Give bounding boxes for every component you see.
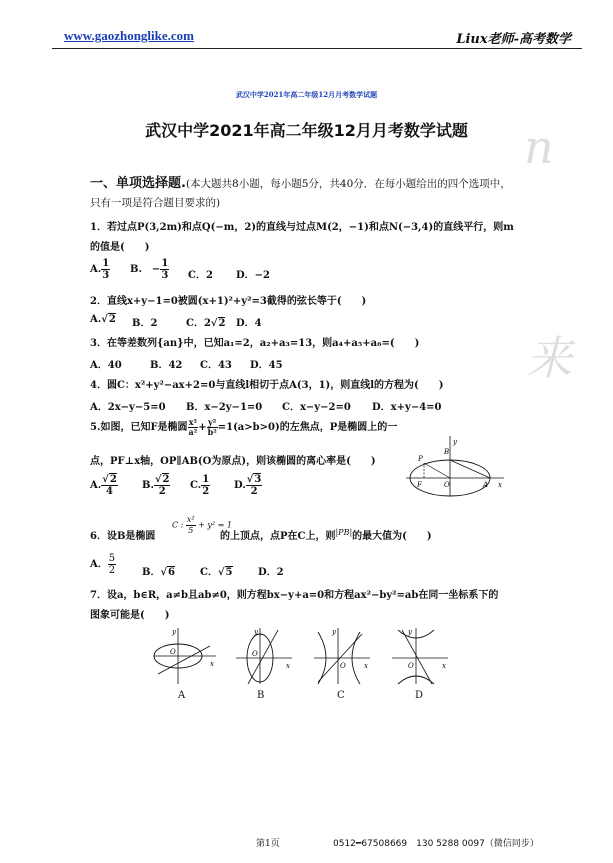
q2-a-label: A.	[90, 314, 102, 325]
q5-plus: +	[198, 422, 207, 433]
q6-mid: 的上顶点，点P在C上，则	[220, 531, 336, 542]
q3-option-b: B．42	[150, 360, 183, 371]
section-title: 一、单项选择题.	[90, 176, 186, 191]
section-note-2: 只有一项是符合题目要求的)	[90, 197, 221, 209]
q7b-label-x: x	[286, 662, 290, 670]
q5-frac1-den: a²	[188, 427, 198, 437]
q6-eq-den: 5	[188, 526, 194, 535]
q2-line1: 2．直线x+y−1=0被圆(x+1)²+y²=3截得的弦长等于( )	[90, 296, 367, 307]
q6-line1	[90, 527, 155, 542]
q5-fig-label-f: F	[417, 481, 422, 489]
q5-b-rad: 2	[162, 474, 170, 485]
author-label: Liux老师-高考数学	[456, 32, 571, 47]
q5-fig-label-b: B	[444, 448, 450, 456]
q2-a-rad: 2	[108, 314, 116, 325]
q7c-label-o: O	[340, 662, 346, 670]
q6-tail: 的最大值为( )	[352, 531, 432, 542]
q1-option-d: D．−2	[236, 270, 271, 281]
q6-a-label: A．	[90, 559, 108, 570]
q4-line1: 4．圆C：x²+y²−ax+2=0与直线l相切于点A(3，1)，则直线l的方程为( )	[90, 380, 444, 391]
q5-line1-a: 5.如图，已知F是椭圆	[90, 422, 188, 433]
header-rule	[52, 48, 582, 49]
q5-frac1-num: x²	[188, 417, 198, 427]
q4-option-d: D．x+y−4=0	[372, 402, 442, 413]
q1-line2: 的值是( )	[90, 242, 150, 253]
q1-option-a	[90, 258, 110, 281]
q1-a-label: A.	[90, 264, 102, 275]
q1-a-den: 3	[102, 270, 110, 281]
q5-fig-label-p: P	[418, 455, 423, 463]
q5-a-label: A.	[90, 480, 102, 491]
q7c-label-y: y	[332, 628, 336, 636]
q7a-label-y: y	[172, 628, 176, 636]
q7d-label-y: y	[408, 628, 412, 636]
q7d-label-x: x	[442, 662, 446, 670]
q7-label-a: A	[178, 690, 186, 701]
q5-option-c	[190, 474, 210, 497]
q6-b-rad: 6	[168, 567, 175, 578]
section-note-1: (本大题共8小题，每小题5分，共40分．在每小题给出的四个选项中，	[185, 178, 511, 190]
q1-a-num: 1	[102, 258, 110, 269]
q5-c-den: 2	[202, 486, 210, 497]
q5-d-den: 2	[250, 486, 258, 497]
q5-option-a: A. $\frac{√2}{4}$	[90, 474, 117, 497]
q7a-line	[158, 646, 210, 674]
q5-op-line	[424, 463, 450, 478]
q4-option-a: A．2x−y−5=0	[90, 402, 166, 413]
q5-c-num: 1	[202, 474, 210, 485]
page-title: 武汉中学2021年高二年级12月月考数学试题	[145, 121, 468, 140]
q6-c-label: C．	[200, 567, 218, 578]
q5-frac2-den: b²	[207, 427, 217, 437]
q7c-label-x: x	[364, 662, 368, 670]
q3-line1: 3．在等差数列{an}中，已知a₁=2，a₂+a₃=13，则a₄+a₅+a₆=( )	[90, 338, 420, 349]
q7d-label-o: O	[408, 662, 414, 670]
q1-option-c: C．2	[188, 270, 213, 281]
section-heading	[90, 172, 511, 191]
q3-option-c: C．43	[200, 360, 232, 371]
q7-label-b: B	[257, 690, 265, 701]
q2-option-c: C．2√2	[186, 318, 226, 329]
q6-eq-num: x²	[186, 515, 195, 524]
q5-b-label: B.	[142, 480, 154, 491]
q5-frac2-num: y²	[208, 417, 217, 427]
q3-option-a: A．40	[90, 360, 122, 371]
q7-line1: 7．设a，b∈R，a≠b且ab≠0，则方程bx−y+a=0和方程ax²−by²=ab在同一坐标系下的	[90, 590, 499, 601]
q7-figure-d	[390, 624, 450, 686]
contact-info: 0512━67508669 130 5288 0097（微信同步）	[333, 839, 539, 849]
q7b-label-y: y	[254, 628, 258, 636]
q7b-label-o: O	[252, 650, 258, 658]
watermark-2: 来	[526, 331, 572, 385]
watermark-1: n	[524, 120, 554, 174]
q7-figure-c	[312, 624, 372, 686]
q5-ellipse-figure	[404, 432, 508, 498]
q7a-label-o: O	[170, 648, 176, 656]
q5-a-rad: 2	[109, 474, 117, 485]
q2-c-label: C．2	[186, 318, 211, 329]
page-number: 第1页	[256, 839, 280, 849]
q6-c-rad: 5	[225, 567, 233, 578]
q1-b-num: 1	[161, 258, 169, 269]
q5-line2: 点，PF⊥x轴，OP∥AB(O为原点)，则该椭圆的离心率是( )	[90, 456, 376, 467]
q5-d-label: D.	[234, 480, 246, 491]
q6-option-c: C．√5	[200, 567, 233, 578]
q7a-label-x: x	[210, 660, 214, 668]
q4-option-b: B．x−2y−1=0	[186, 402, 263, 413]
q5-line1	[90, 418, 397, 437]
q6-option-d: D．2	[258, 567, 284, 578]
q6-eq-tail: + y² = 1	[198, 520, 233, 530]
q6-b-label: B．	[142, 567, 161, 578]
q7-line2: 图象可能是( )	[90, 610, 170, 621]
q2-option-a: A.√2	[90, 314, 116, 325]
q4-option-c: C．x−y−2=0	[282, 402, 351, 413]
q6-a-den: 2	[108, 565, 116, 576]
q6-a-num: 5	[108, 553, 116, 564]
q5-option-b: B. $\frac{√2}{2}$	[142, 474, 170, 497]
q1-line1: 1．若过点P(3,2m)和点Q(−m，2)的直线与过点M(2，−1)和点N(−3,4)的直线平行，则m	[90, 222, 514, 233]
q5-a-den: 4	[106, 486, 113, 497]
q2-option-d: D．4	[236, 318, 262, 329]
q5-c-label: C.	[190, 480, 202, 491]
q5-fig-label-a: A	[483, 481, 489, 489]
small-title: 武汉中学2021年高二年级12月月考数学试题	[235, 90, 378, 99]
q5-fig-label-o: O	[444, 481, 450, 489]
q7-label-d: D	[415, 690, 424, 701]
q5-fig-label-x: x	[498, 481, 502, 489]
q2-c-rad: 2	[218, 318, 226, 329]
q6-lead: 6．设B是椭圆	[90, 531, 156, 542]
q7-label-c: C	[337, 690, 345, 701]
q7-figure-b	[234, 624, 294, 686]
q6-pb: |PB|	[335, 528, 353, 537]
q6-option-b: B．√6	[142, 567, 175, 578]
q5-line1-b: =1(a>b>0)的左焦点，P是椭圆上的一	[217, 422, 398, 433]
q5-b-den: 2	[158, 486, 166, 497]
site-link[interactable]: www.gaozhonglike.com	[64, 28, 194, 43]
q5-fig-label-y: y	[453, 438, 457, 446]
q5-d-rad: 3	[254, 474, 262, 485]
q3-option-d: D．45	[250, 360, 283, 371]
q6-eq-c: C :	[172, 520, 184, 530]
q1-b-den: 3	[161, 270, 169, 281]
q5-option-d: D. $\frac{√3}{2}$	[234, 474, 262, 497]
q6-line1-mid	[220, 527, 432, 542]
q1-option-b	[130, 258, 169, 281]
q6-option-a	[90, 553, 116, 576]
q7-figure-a	[152, 624, 218, 686]
q2-option-b: B．2	[132, 318, 158, 329]
q1-b-label: B. −	[130, 264, 161, 275]
